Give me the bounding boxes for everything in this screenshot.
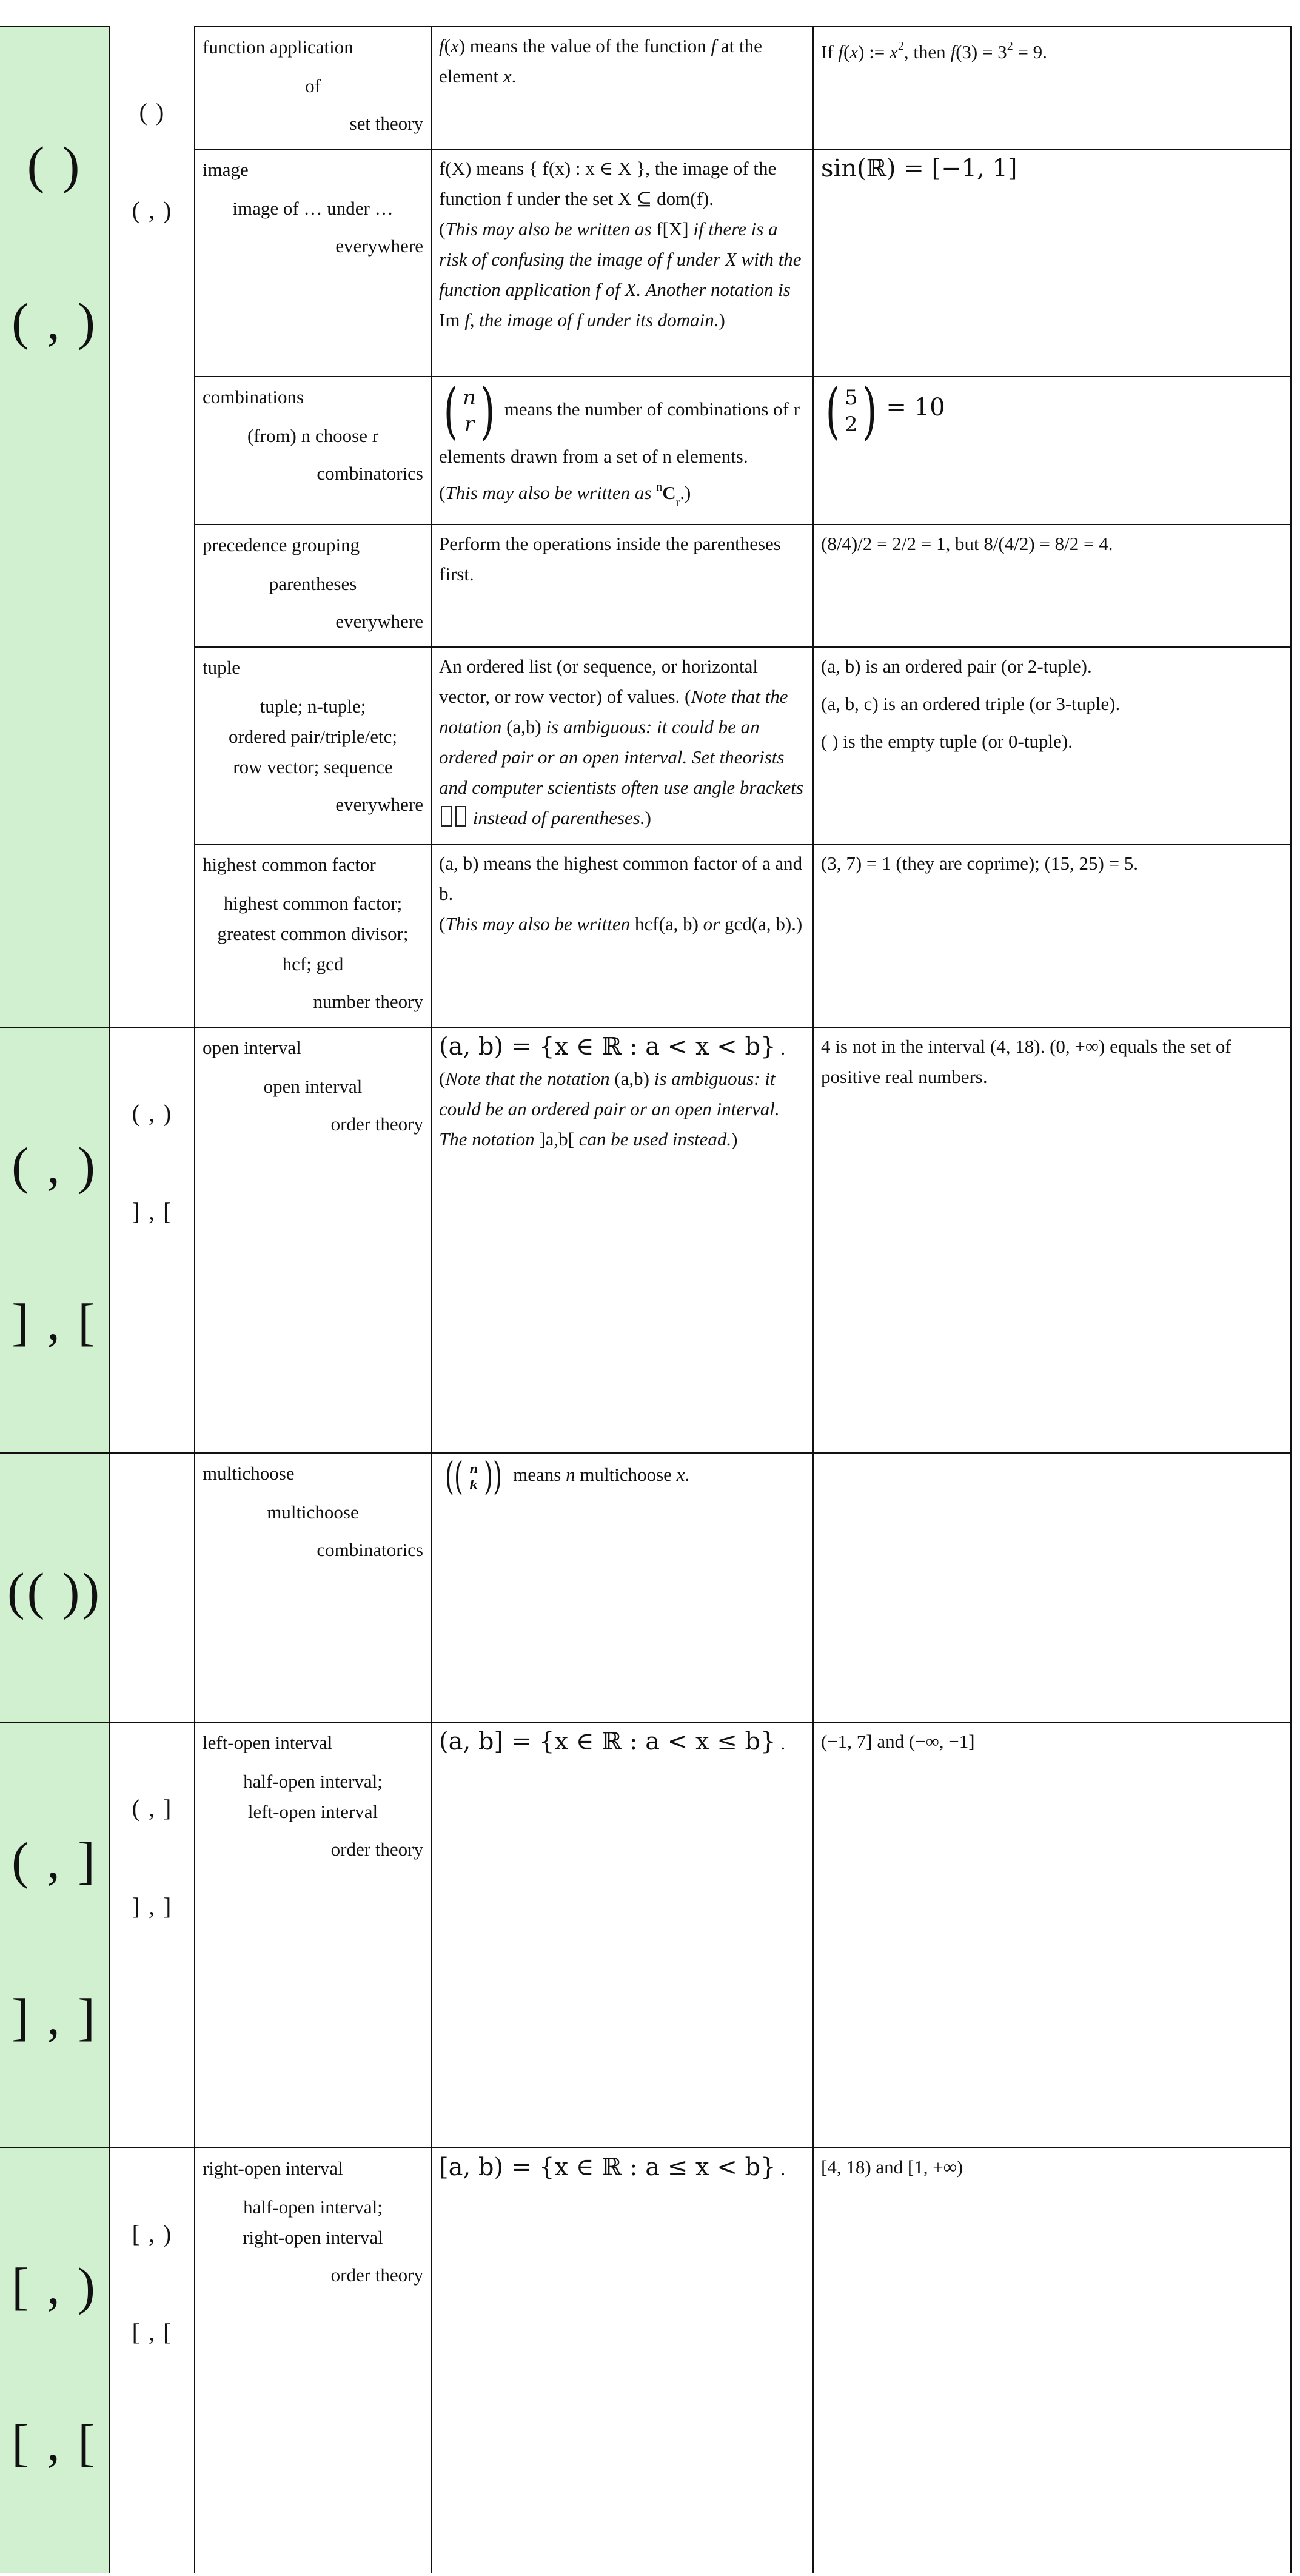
table-row xyxy=(0,1453,1291,1722)
math-symbols-table xyxy=(0,26,1292,2573)
entry-field: order theory xyxy=(330,2264,423,2286)
meaning-text: (a, b) means the highest common factor of a and b. xyxy=(439,853,803,904)
meaning-cell xyxy=(431,2148,813,2573)
name-cell xyxy=(195,27,431,149)
symbol-cell xyxy=(0,1027,110,1453)
example-cell xyxy=(813,377,1291,525)
table-row xyxy=(0,2148,1291,2573)
entry-alias: half-open interval; xyxy=(243,1771,383,1792)
variant-glyph: ( ) ( , ) xyxy=(132,98,173,224)
meaning-cell xyxy=(431,149,813,377)
name-cell xyxy=(195,1722,431,2148)
example-text: (−1, 7] and (−∞, −1] xyxy=(821,1731,975,1752)
variant-glyph: ( , ] ] , ] xyxy=(132,1794,173,1920)
example-cell xyxy=(813,1722,1291,2148)
entry-alias: row vector; sequence xyxy=(233,756,393,777)
entry-alias: tuple; n-tuple; xyxy=(260,696,366,717)
symbol-glyph: (( )) xyxy=(7,1562,102,1620)
example-formula: ( 5 2 ) = 10 xyxy=(821,381,1283,441)
entry-field: combinatorics xyxy=(317,463,423,484)
meaning-cell xyxy=(431,1027,813,1453)
example-cell xyxy=(813,149,1291,377)
name-cell xyxy=(195,149,431,377)
entry-alias: multichoose xyxy=(267,1501,359,1523)
meaning-cell xyxy=(431,525,813,647)
entry-name: highest common factor xyxy=(203,854,376,875)
meaning-text: Perform the operations inside the parentheses first. xyxy=(439,533,781,585)
example-cell xyxy=(813,2148,1291,2573)
example-cell xyxy=(813,525,1291,647)
meaning-cell xyxy=(431,1722,813,2148)
entry-name: left-open interval xyxy=(203,1732,333,1753)
example-line: ( ) is the empty tuple (or 0-tuple). xyxy=(821,731,1073,752)
entry-alias: ordered pair/triple/etc; xyxy=(228,726,397,747)
entry-alias: right-open interval xyxy=(243,2227,383,2248)
entry-field: order theory xyxy=(330,1839,423,1860)
table-row xyxy=(0,1722,1291,2148)
entry-alias: of xyxy=(305,75,321,96)
entry-alias: highest common factor; xyxy=(223,893,403,914)
entry-alias: parentheses xyxy=(269,573,357,594)
variant-symbol-cell xyxy=(110,2148,195,2573)
meaning-text: (( n k )) means n multichoose x. xyxy=(439,1457,806,1496)
meaning-text: ( n r ) means the number of combinations of r elements drawn from a set of n elements. xyxy=(439,375,800,467)
example-line: (a, b, c) is an ordered triple (or 3-tuple). xyxy=(821,693,1121,714)
meaning-note: (This may also be written hcf(a, b) or gcd(a, b).) xyxy=(439,913,803,934)
variant-symbol-cell xyxy=(110,1453,195,1722)
meaning-text: f(X) means { f(x) : x ∈ X }, the image of the function f under the set X ⊆ dom(f). xyxy=(439,158,777,209)
example-cell xyxy=(813,647,1291,844)
symbol-glyph: ( , ) ] , [ xyxy=(12,1136,98,1351)
meaning-cell xyxy=(431,27,813,149)
table-row xyxy=(0,1027,1291,1453)
example-formula: sin(ℝ) = [−1, 1] xyxy=(821,155,1017,183)
entry-field: everywhere xyxy=(335,235,423,257)
entry-field: order theory xyxy=(330,1113,423,1135)
entry-name: image xyxy=(203,159,249,180)
entry-field: set theory xyxy=(349,113,423,134)
meaning-cell xyxy=(431,647,813,844)
symbol-cell xyxy=(0,27,110,1027)
symbol-glyph: ( , ] ] , ] xyxy=(12,1831,98,2046)
entry-alias: open interval xyxy=(263,1076,363,1097)
meaning-cell xyxy=(431,377,813,525)
meaning-cell xyxy=(431,844,813,1027)
entry-name: multichoose xyxy=(203,1463,295,1484)
entry-field: everywhere xyxy=(335,611,423,632)
entry-name: precedence grouping xyxy=(203,534,360,555)
entry-alias: left-open interval xyxy=(247,1801,378,1822)
name-cell xyxy=(195,647,431,844)
meaning-text: An ordered list (or sequence, or horizontal vector, or row vector) of values. (Note that the notation (a,b) is ambiguous: it could be an ordered pair or an open interval. Set theorists and computer scientists often use angle brackets instead of parentheses.) xyxy=(439,656,803,828)
meaning-text: [a, b) = {x ∈ ℝ : a ≤ x < b} . xyxy=(439,2153,786,2181)
binomial-coefficient: ( 5 2 ) xyxy=(825,375,877,446)
meaning-note: (This may also be written as f[X] if there is a risk of confusing the image of f under X with the function application f of X. Another notation is Im f, the image of f under its domain.) xyxy=(439,218,802,330)
example-text: (3, 7) = 1 (they are coprime); (15, 25) = 5. xyxy=(821,853,1139,874)
multichoose-symbol: (( n k )) xyxy=(444,1454,503,1499)
variant-glyph: ( , ) ] , [ xyxy=(132,1099,173,1225)
entry-alias: image of … under … xyxy=(232,198,394,219)
meaning-text: f(x) means the value of the function f at the element x. xyxy=(439,35,762,87)
entry-alias: hcf; gcd xyxy=(282,953,344,974)
name-cell xyxy=(195,525,431,647)
name-cell xyxy=(195,377,431,525)
entry-field: everywhere xyxy=(335,794,423,815)
meaning-text: (a, b) = {x ∈ ℝ : a < x < b} . (Note that the notation (a,b) is ambiguous: it could be an ordered pair or an open interval. The notation ]a,b[ can be used instead.) xyxy=(439,1033,786,1150)
name-cell xyxy=(195,2148,431,2573)
variant-glyph: [ , ) [ , [ xyxy=(132,2220,173,2346)
name-cell xyxy=(195,1027,431,1453)
entry-alias: greatest common divisor; xyxy=(217,923,409,944)
example-text: [4, 18) and [1, +∞) xyxy=(821,2156,963,2178)
entry-name: open interval xyxy=(203,1037,301,1058)
entry-name: right-open interval xyxy=(203,2158,343,2179)
entry-alias: (from) n choose r xyxy=(247,425,379,446)
symbol-cell xyxy=(0,2148,110,2573)
symbol-cell xyxy=(0,1453,110,1722)
symbol-glyph: ( ) ( , ) xyxy=(12,136,98,351)
example-cell xyxy=(813,844,1291,1027)
missing-glyph-icon xyxy=(441,806,452,827)
missing-glyph-icon xyxy=(455,806,466,827)
name-cell xyxy=(195,844,431,1027)
name-cell xyxy=(195,1453,431,1722)
example-text: 4 is not in the interval (4, 18). (0, +∞) equals the set of positive real numbers. xyxy=(821,1036,1231,1087)
variant-symbol-cell xyxy=(110,1722,195,2148)
example-line: (a, b) is an ordered pair (or 2-tuple). xyxy=(821,656,1092,677)
table-row xyxy=(0,27,1291,149)
symbol-glyph: [ , ) [ , [ xyxy=(12,2257,98,2472)
example-cell xyxy=(813,1453,1291,1722)
symbol-cell xyxy=(0,1722,110,2148)
entry-name: function application xyxy=(203,36,353,58)
example-text: If f(x) := $x^2$, then $f(3) = 3^2 = 9$. xyxy=(821,39,1047,62)
variant-symbol-cell xyxy=(110,27,195,1027)
entry-alias: half-open interval; xyxy=(243,2196,383,2218)
entry-name: tuple xyxy=(203,657,240,678)
entry-field: number theory xyxy=(313,991,423,1012)
entry-name: combinations xyxy=(203,386,304,408)
meaning-text: (a, b] = {x ∈ ℝ : a < x ≤ b} . xyxy=(439,1728,786,1756)
entry-field: combinatorics xyxy=(317,1539,423,1560)
example-cell xyxy=(813,1027,1291,1453)
example-cell xyxy=(813,27,1291,149)
meaning-cell xyxy=(431,1453,813,1722)
binomial-coefficient: ( n r ) xyxy=(443,375,495,446)
meaning-note: (This may also be written as $^nC_r$.) xyxy=(439,480,691,509)
example-text: (8/4)/2 = 2/2 = 1, but 8/(4/2) = 8/2 = 4. xyxy=(821,533,1113,554)
